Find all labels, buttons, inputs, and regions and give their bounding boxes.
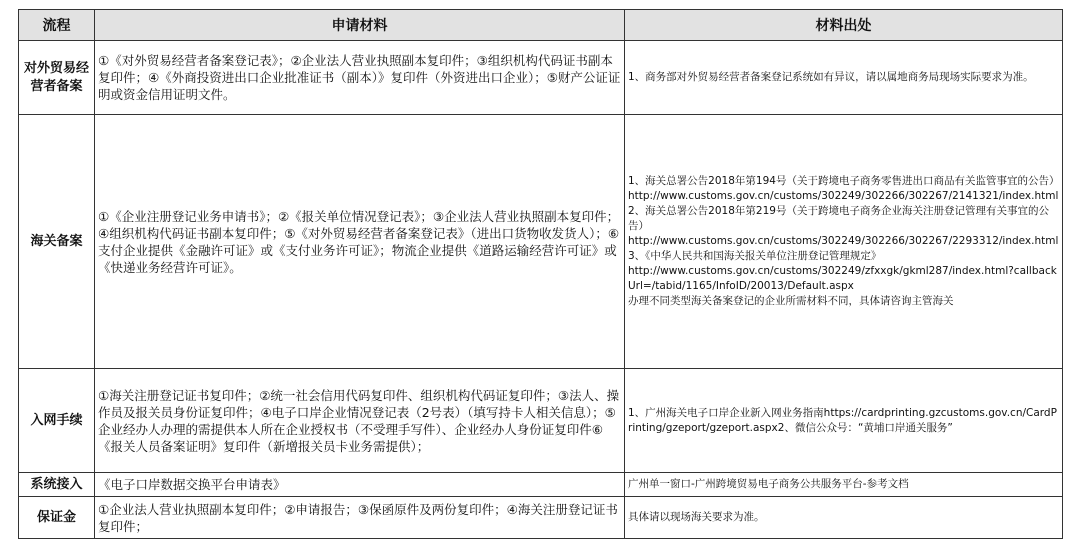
table-row [19, 497, 1063, 539]
process-cell: 对外贸易经营者备案 [19, 41, 95, 115]
header-materials: 申请材料 [95, 10, 625, 41]
materials-table [18, 9, 1063, 539]
source-link[interactable]: http://www.customs.gov.cn/customs/302249/302266/302267/2293312/index.html [628, 235, 1059, 247]
source-line: 办理不同类型海关备案登记的企业所需材料不同，具体请咨询主管海关 [628, 295, 954, 307]
process-cell: 系统接入 [19, 473, 95, 497]
table-row [19, 369, 1063, 473]
materials-cell: ①企业法人营业执照副本复印件；②申请报告；③保函原件及两份复印件；④海关注册登记证书复印件； [95, 497, 625, 539]
materials-cell: 《电子口岸数据交换平台申请表》 [95, 473, 625, 497]
process-cell: 入网手续 [19, 369, 95, 473]
process-cell: 海关备案 [19, 115, 95, 369]
source-line: 3、《中华人民共和国海关报关单位注册登记管理规定》 [628, 250, 882, 262]
source-line: 1、商务部对外贸易经营者备案登记系统如有异议，请以属地商务局现场实际要求为准。 [628, 71, 1034, 83]
source-cell [625, 473, 1063, 497]
materials-cell: ①海关注册登记证书复印件；②统一社会信用代码复印件、组织机构代码证复印件；③法人、操作员及报关员身份证复印件；④电子口岸企业情况登记表（2号表）（填写持卡人相关信息）；⑤企业经办人办理的需提供本人所在企业授权书（不受理手写件）、企业经办人身份证复印件⑥《报关人员备案证明》复印件（新增报关员卡业务需提供）； [95, 369, 625, 473]
source-line: 1、广州海关电子口岸企业新入网业务指南https://cardprinting.gzcustoms.gov.cn/CardPrinting/gzeport/gzeport.aspx2、微信公众号：“黄埔口岸通关服务” [628, 406, 1057, 434]
source-line: 广州单一窗口-广州跨境贸易电子商务公共服务平台-参考文档 [628, 478, 909, 490]
source-cell [625, 497, 1063, 539]
header-row [19, 10, 1063, 41]
source-line: 具体请以现场海关要求为准。 [628, 511, 765, 523]
materials-cell: ①《对外贸易经营者备案登记表》；②企业法人营业执照副本复印件；③组织机构代码证书副本复印件；④《外商投资进出口企业批准证书（副本）》复印件（外资进出口企业）；⑤财产公证证明或资金信用证明文件。 [95, 41, 625, 115]
table-row [19, 115, 1063, 369]
header-source: 材料出处 [625, 10, 1063, 41]
table-row [19, 473, 1063, 497]
source-line: 1、海关总署公告2018年第194号（关于跨境电子商务零售进出口商品有关监管事宜的公告） [628, 175, 1060, 187]
materials-table-container [18, 9, 1062, 539]
process-cell: 保证金 [19, 497, 95, 539]
source-cell [625, 369, 1063, 473]
source-link[interactable]: http://www.customs.gov.cn/customs/302249/zfxxgk/gkml287/index.html?callbackUrl=/tabid/1165/InfoID/20013/Default.aspx [628, 265, 1057, 292]
source-cell [625, 41, 1063, 115]
source-link[interactable]: http://www.customs.gov.cn/customs/302249/302266/302267/2141321/index.html [628, 190, 1059, 202]
source-cell [625, 115, 1063, 369]
source-line: 2、海关总署公告2018年第219号（关于跨境电子商务企业海关注册登记管理有关事宜的公告） [628, 205, 1049, 232]
materials-cell: ①《企业注册登记业务申请书》；②《报关单位情况登记表》；③企业法人营业执照副本复印件；④组织机构代码证书副本复印件；⑤《对外贸易经营者备案登记表》（进出口货物收发货人）；⑥支付企业提供《金融许可证》或《支付业务许可证》；物流企业提供《道路运输经营许可证》或《快递业务经营许可证》。 [95, 115, 625, 369]
table-row [19, 41, 1063, 115]
header-process: 流程 [19, 10, 95, 41]
